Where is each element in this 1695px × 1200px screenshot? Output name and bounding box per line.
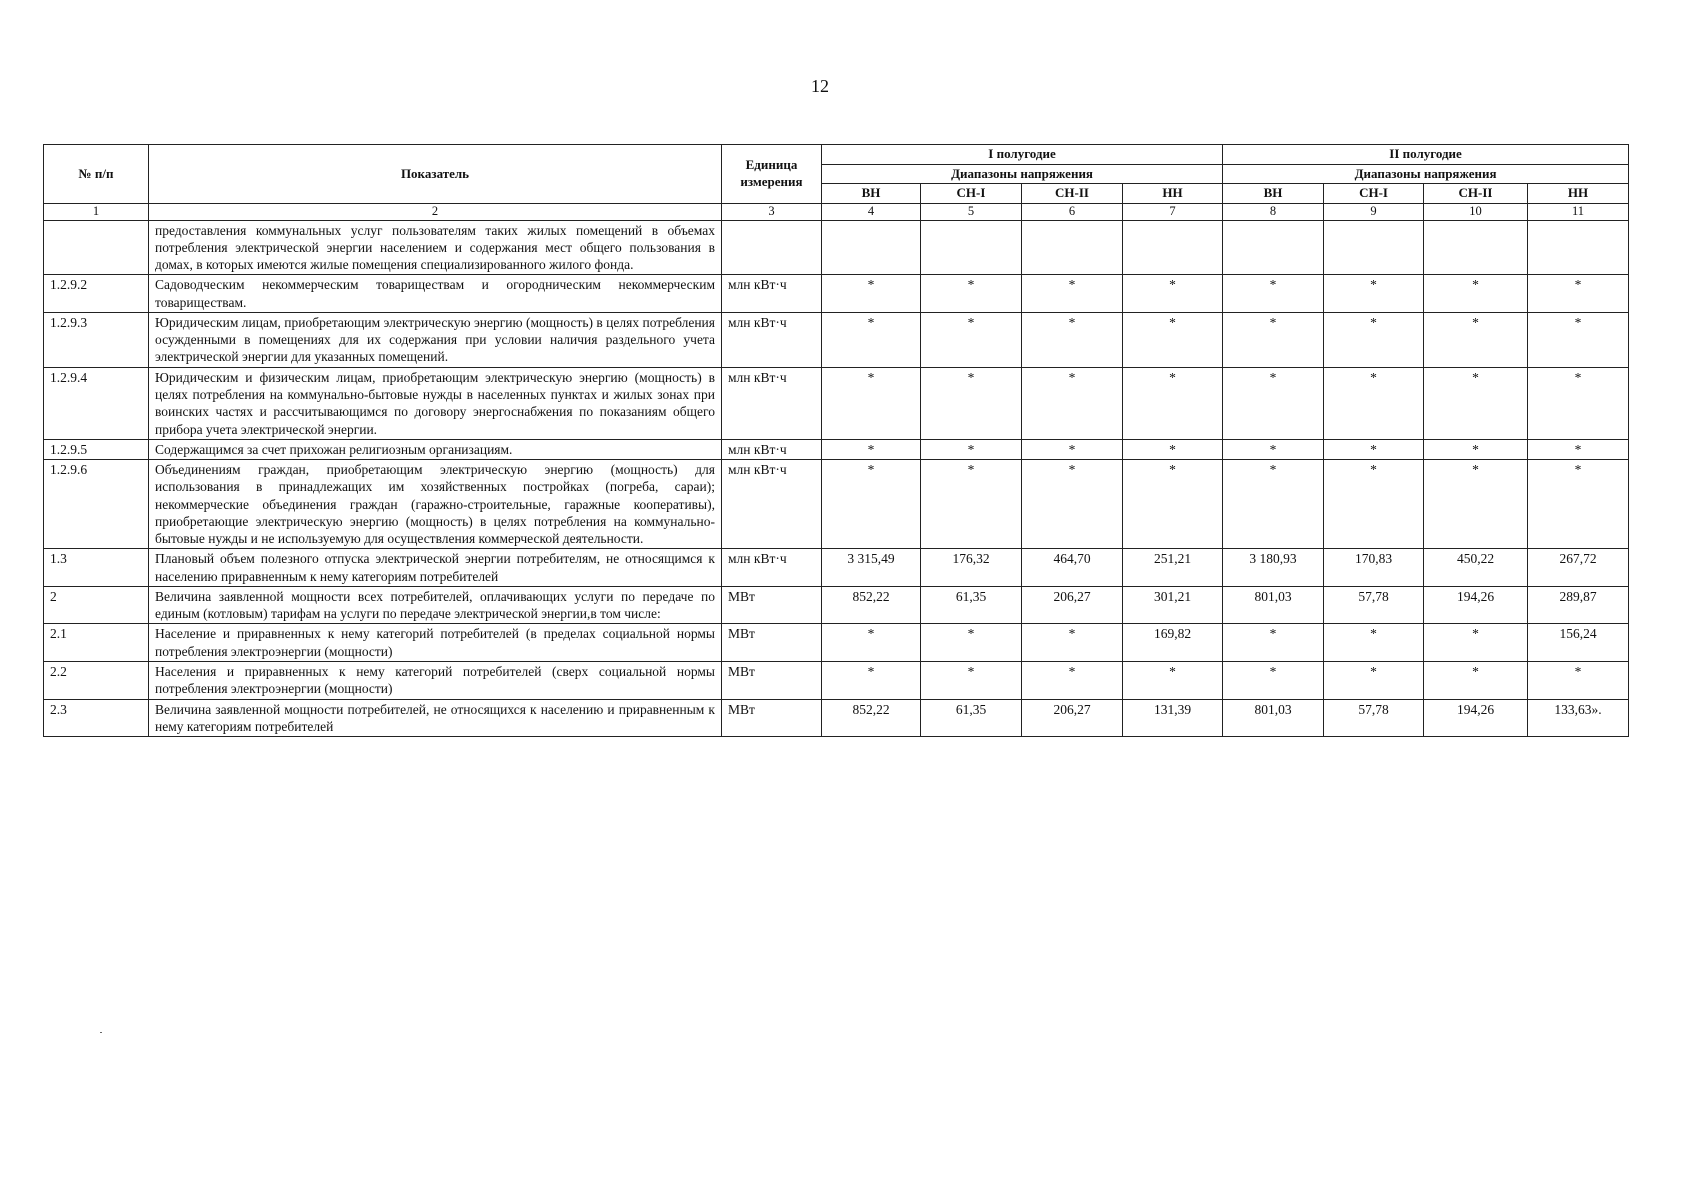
row-value: * — [1022, 312, 1123, 367]
row-value: 852,22 — [822, 586, 921, 624]
row-value: 450,22 — [1424, 549, 1528, 587]
row-unit: млн кВт·ч — [722, 275, 822, 313]
row-value: 57,78 — [1324, 699, 1424, 737]
row-unit — [722, 220, 822, 275]
row-value: * — [1123, 439, 1223, 459]
row-code: 1.2.9.4 — [44, 367, 149, 439]
row-unit: МВт — [722, 624, 822, 662]
column-number: 2 — [149, 203, 722, 220]
row-indicator: Юридическим лицам, приобретающим электрическую энергию (мощность) в целях потребления осужденными в помещениях для их содержания при условии наличия раздельного учета электрической энергии для указанных помещений. — [149, 312, 722, 367]
row-value: * — [1123, 367, 1223, 439]
table-row — [44, 312, 1629, 367]
row-value: 57,78 — [1324, 586, 1424, 624]
row-value — [822, 220, 921, 275]
row-code: 1.2.9.6 — [44, 460, 149, 549]
header-level-sn2-2: СН-II — [1424, 184, 1528, 204]
row-indicator: Плановый объем полезного отпуска электрической энергии потребителям, не относящимся к населению приравненным к нему категориям потребителей — [149, 549, 722, 587]
row-value: * — [921, 439, 1022, 459]
row-value: * — [1223, 439, 1324, 459]
row-value: * — [1324, 367, 1424, 439]
header-half-2: II полугодие — [1223, 145, 1629, 165]
table-row — [44, 460, 1629, 549]
row-value: * — [1528, 662, 1629, 700]
row-value: 169,82 — [1123, 624, 1223, 662]
row-unit: МВт — [722, 699, 822, 737]
row-value: * — [1528, 367, 1629, 439]
row-value: 3 180,93 — [1223, 549, 1324, 587]
row-indicator: Содержащимся за счет прихожан религиозным организациям. — [149, 439, 722, 459]
row-value: 301,21 — [1123, 586, 1223, 624]
row-code: 2.2 — [44, 662, 149, 700]
row-value: 801,03 — [1223, 586, 1324, 624]
row-value: 61,35 — [921, 586, 1022, 624]
column-number: 4 — [822, 203, 921, 220]
row-value: * — [1324, 624, 1424, 662]
row-value: * — [1324, 662, 1424, 700]
table-row — [44, 275, 1629, 313]
table-row — [44, 549, 1629, 587]
row-indicator: Величина заявленной мощности всех потребителей, оплачивающих услуги по передаче по единым (котловым) тарифам на услуги по передаче электрической энергии,в том числе: — [149, 586, 722, 624]
header-level-vn-2: ВН — [1223, 184, 1324, 204]
table-row — [44, 699, 1629, 737]
row-value: 3 315,49 — [822, 549, 921, 587]
table-row — [44, 624, 1629, 662]
row-value: 133,63». — [1528, 699, 1629, 737]
row-unit: млн кВт·ч — [722, 549, 822, 587]
row-indicator: Объединениям граждан, приобретающим электрическую энергию (мощность) для использования в принадлежащих им хозяйственных постройках (погреба, сараи); некоммерческие объединения граждан (гаражно-строительные, гаражные кооперативы), приобретающие электрическую энергию (мощность) в целях потребления на коммунально-бытовые нужды и не используемую для осуществления коммерческой деятельности. — [149, 460, 722, 549]
row-value: * — [1223, 312, 1324, 367]
row-value: * — [1223, 275, 1324, 313]
header-ranges-1: Диапазоны напряжения — [822, 164, 1223, 184]
row-value: 61,35 — [921, 699, 1022, 737]
row-value: 206,27 — [1022, 586, 1123, 624]
column-number: 9 — [1324, 203, 1424, 220]
row-value: 170,83 — [1324, 549, 1424, 587]
row-unit: МВт — [722, 662, 822, 700]
row-value: * — [822, 439, 921, 459]
column-number: 1 — [44, 203, 149, 220]
row-value: 251,21 — [1123, 549, 1223, 587]
row-indicator: Населения и приравненных к нему категорий потребителей (сверх социальной нормы потребления электроэнергии (мощности) — [149, 662, 722, 700]
column-number: 11 — [1528, 203, 1629, 220]
row-value: * — [921, 312, 1022, 367]
header-level-sn1-2: СН-I — [1324, 184, 1424, 204]
row-unit: млн кВт·ч — [722, 439, 822, 459]
row-value: 194,26 — [1424, 699, 1528, 737]
row-value: * — [1022, 439, 1123, 459]
row-indicator: Юридическим и физическим лицам, приобретающим электрическую энергию (мощность) в целях потребления на коммунально-бытовые нужды в населенных пунктах и жилых зонах при воинских частях и рассчитывающимся по договору энергоснабжения по показаниям общего прибора учета электрической энергии. — [149, 367, 722, 439]
column-number: 6 — [1022, 203, 1123, 220]
row-value — [921, 220, 1022, 275]
header-level-sn2-1: СН-II — [1022, 184, 1123, 204]
row-value — [1324, 220, 1424, 275]
header-unit: Единица измерения — [722, 145, 822, 204]
header-level-nn-2: НН — [1528, 184, 1629, 204]
row-value: 289,87 — [1528, 586, 1629, 624]
row-value: * — [1324, 439, 1424, 459]
row-value — [1223, 220, 1324, 275]
row-value: 852,22 — [822, 699, 921, 737]
row-code: 2.3 — [44, 699, 149, 737]
row-code — [44, 220, 149, 275]
row-value: * — [1424, 312, 1528, 367]
row-value: * — [1022, 275, 1123, 313]
row-value: 464,70 — [1022, 549, 1123, 587]
row-value: * — [1424, 624, 1528, 662]
row-value: 194,26 — [1424, 586, 1528, 624]
row-value: 801,03 — [1223, 699, 1324, 737]
row-value: * — [1223, 367, 1324, 439]
row-indicator: предоставления коммунальных услуг пользователям таких жилых помещений в объемах потребления электрической энергии населением и содержания мест общего пользования в домах, в которых имеются жилые помещения специализированного жилого фонда. — [149, 220, 722, 275]
row-value: * — [1424, 367, 1528, 439]
row-value: 206,27 — [1022, 699, 1123, 737]
row-value: * — [1022, 460, 1123, 549]
row-value: * — [921, 275, 1022, 313]
row-indicator: Население и приравненных к нему категорий потребителей (в пределах социальной нормы потребления электроэнергии (мощности) — [149, 624, 722, 662]
row-value: * — [1424, 460, 1528, 549]
row-code: 1.2.9.2 — [44, 275, 149, 313]
column-number: 8 — [1223, 203, 1324, 220]
row-value: * — [822, 624, 921, 662]
header-num: № п/п — [44, 145, 149, 204]
row-value: 131,39 — [1123, 699, 1223, 737]
row-value: * — [1528, 460, 1629, 549]
row-value: * — [1223, 662, 1324, 700]
row-unit: млн кВт·ч — [722, 312, 822, 367]
row-value: * — [921, 624, 1022, 662]
column-number: 3 — [722, 203, 822, 220]
row-code: 1.2.9.5 — [44, 439, 149, 459]
row-value: * — [921, 367, 1022, 439]
row-value: 156,24 — [1528, 624, 1629, 662]
column-number: 10 — [1424, 203, 1528, 220]
row-value — [1424, 220, 1528, 275]
header-ranges-2: Диапазоны напряжения — [1223, 164, 1629, 184]
row-value: * — [1528, 275, 1629, 313]
row-value — [1022, 220, 1123, 275]
row-value: * — [1424, 439, 1528, 459]
row-value: * — [1223, 460, 1324, 549]
table-row — [44, 439, 1629, 459]
row-value: * — [1324, 312, 1424, 367]
header-level-nn-1: НН — [1123, 184, 1223, 204]
row-value — [1528, 220, 1629, 275]
table-body — [44, 220, 1629, 736]
row-code: 1.2.9.3 — [44, 312, 149, 367]
header-half-1: I полугодие — [822, 145, 1223, 165]
row-value: * — [1424, 275, 1528, 313]
header-level-vn-1: ВН — [822, 184, 921, 204]
table-row — [44, 586, 1629, 624]
row-value: * — [1324, 460, 1424, 549]
row-unit: МВт — [722, 586, 822, 624]
scan-speck — [100, 1032, 102, 1033]
row-value: * — [822, 460, 921, 549]
row-code: 2 — [44, 586, 149, 624]
row-unit: млн кВт·ч — [722, 460, 822, 549]
row-indicator: Садоводческим некоммерческим товариществам и огородническим некоммерческим товариществам. — [149, 275, 722, 313]
row-value: * — [1528, 439, 1629, 459]
row-value: * — [1123, 312, 1223, 367]
row-unit: млн кВт·ч — [722, 367, 822, 439]
row-value: * — [822, 367, 921, 439]
row-value: * — [1022, 367, 1123, 439]
column-number-row — [44, 203, 1629, 220]
row-value: * — [822, 312, 921, 367]
header-indicator: Показатель — [149, 145, 722, 204]
row-value: * — [1123, 275, 1223, 313]
page-number: 12 — [811, 76, 829, 96]
table-row — [44, 662, 1629, 700]
row-value: * — [1324, 275, 1424, 313]
row-value: * — [921, 460, 1022, 549]
row-value: * — [1223, 624, 1324, 662]
row-value: 267,72 — [1528, 549, 1629, 587]
row-code: 1.3 — [44, 549, 149, 587]
row-value: * — [1022, 624, 1123, 662]
row-value: 176,32 — [921, 549, 1022, 587]
table-row — [44, 220, 1629, 275]
row-value: * — [1123, 460, 1223, 549]
row-code: 2.1 — [44, 624, 149, 662]
row-value: * — [822, 662, 921, 700]
row-value: * — [921, 662, 1022, 700]
row-value: * — [1123, 662, 1223, 700]
row-value — [1123, 220, 1223, 275]
table-row — [44, 367, 1629, 439]
row-value: * — [1022, 662, 1123, 700]
row-value: * — [1424, 662, 1528, 700]
header-level-sn1-1: СН-I — [921, 184, 1022, 204]
row-value: * — [1528, 312, 1629, 367]
tariff-table — [43, 144, 1629, 737]
column-number: 5 — [921, 203, 1022, 220]
row-value: * — [822, 275, 921, 313]
column-number: 7 — [1123, 203, 1223, 220]
row-indicator: Величина заявленной мощности потребителей, не относящихся к населению и приравненным к нему категориям потребителей — [149, 699, 722, 737]
